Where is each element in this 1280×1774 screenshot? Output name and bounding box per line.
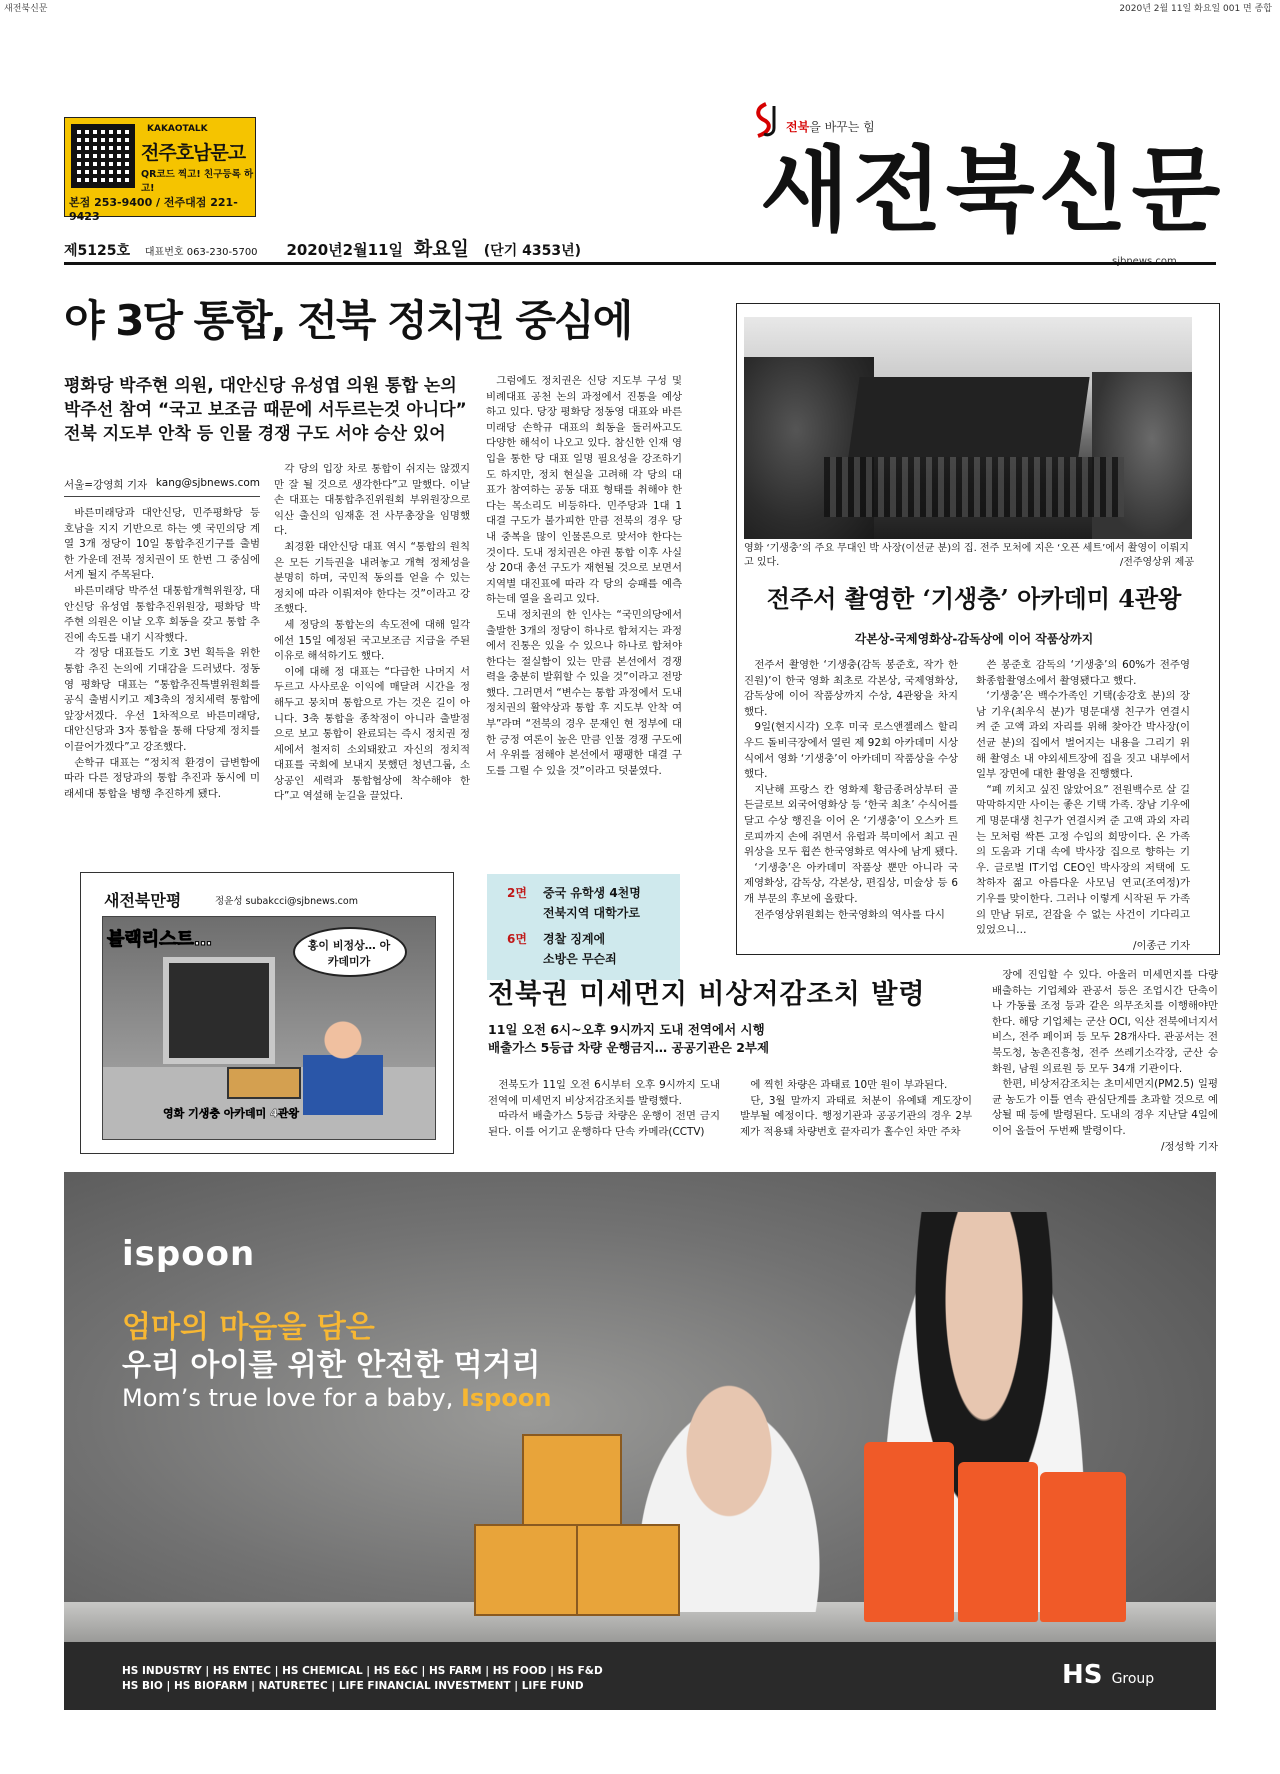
dust-column-3: 장에 진입할 수 있다. 아울러 미세먼지를 다량 배출하는 기업체와 관공서 등은 조업시간 단축이나 가동률 조정 등과 같은 의무조치를 이행해야만 한다. 해당 기업체는 군산 OCI, 익산 전북에너지서비스, 전주 페이퍼 등 모두 28개사다. 관공서는 전북도청, 농촌진흥청, 전주 쓰레기소각장, 군산 승화원, 남원 의료원 등 모두 34개 기관이다. 한편, 비상저감조치는 초미세먼지(PM2.5) 일평균 농도가 이틀 연속 관심단계를 초과할 것으로 예상될 때 등에 발령된다. 도내의 경우 지난달 4일에 이어 올들어 두번째 발령이다. /정성학 기자 xyxy=(992,968,1218,1155)
lead-email: kang@sjbnews.com xyxy=(155,477,260,489)
masthead-title[interactable]: 새전북신문 xyxy=(760,137,1225,244)
dust-reporter: /정성학 기자 xyxy=(1161,1140,1218,1153)
film-column-2: 쓴 봉준호 감독의 ‘기생충’의 60%가 전주영화종합촬영소에서 촬영됐다고 했다. ‘기생충’은 백수가족인 기택(송강호 분)의 장남 기우(최우식 분)가 명문대생 친구가 연결시켜 준 고액 과외 자리를 위해 찾아간 박사장(이선균 분)의 집에서 벌어지는 내용을 그리기 위해 촬영소 내 야외세트장에 집을 짓고 내부에서 일부 장면에 대한 촬영을 진행했다. “폐 끼치고 싶진 않았어요” 전원백수로 살 길 막막하지만 사이는 좋은 기택 가족. 장남 기우에게 명문대생 친구가 연결시켜 준 고액 과외 자리는 모처럼 싹튼 고정 수입의 희망이다. 온 가족의 도움과 기대 속에 박사장 집으로 향하는 기우. 글로벌 IT기업 CEO인 박사장의 저택에 도착하자 젊고 아름다운 사모님 연교(조여정)가 기우를 맞이한다. 그러나 이렇게 시작된 두 가족의 만남 뒤로, 걷잡을 수 없는 사건이 기다리고 있었으니… /이종근 기자 xyxy=(976,658,1190,954)
issue-line xyxy=(64,234,581,261)
dust-column-1: 전북도가 11일 오전 6시부터 오후 9시까지 도내 전역에 미세먼지 비상저감조치를 발령했다. 따라서 배출가스 5등급 차량은 운행이 전면 금지된다. 이를 어기고 운행하다 단속 카메라(CCTV) xyxy=(488,1079,720,1138)
ad-line-1: 엄마의 마음을 담은 xyxy=(122,1310,375,1345)
product-box xyxy=(474,1524,578,1616)
kakao-ad[interactable] xyxy=(64,117,256,223)
lead-column-3: 그럼에도 정치권은 신당 지도부 구성 및 비례대표 공천 논의 과정에서 진통을 예상하고 있다. 당장 평화당 정동영 대표와 바른미래당 손학규 대표의 회동을 둘러싸고도 다양한 해석이 나오고 있다. 참신한 인재 영입을 통한 당 대표 일명 필요성을 강조하기도 하지만, 정치 현실을 고려해 각 당의 대표가 참여하는 공동 대표 형태를 취해야 한다는 목소리도 비등하다. 민주당과 1대 1 대결 구도가 불가피한 만큼 전북의 경우 당내 중복을 많이 인물론으로 맞서야 한다는 것이다. 도내 정치권은 야권 통합 이후 사실상 20대 총선 구도가 재현될 것으로 보면서 지역별 대진표에 따라 각 당의 승패를 예측하는데 열을 올리고 있다. 도내 정치권의 한 인사는 “국민의당에서 출발한 3개의 정당이 하나로 합쳐지는 과정에서 진통은 있을 수 있으나 하나로 합쳐야 한다는 절실함이 있는 만큼 본선에서 경쟁력을 충분히 발휘할 수 있을 것”이라고 전망했다. 그러면서 “변수는 통합 과정에서 도내 정치권의 활약상과 통합 후 지도부 안착 여부”라며 “전북의 경우 문재인 현 정부에 대한 긍정 여론이 높은 만큼 인물 경쟁 구도에서 우위를 점해야 본선에서 팽팽한 대결 구도를 그릴 수 있을 것”이라고 덧붙였다. xyxy=(486,375,682,777)
film-headline[interactable]: 전주서 촬영한 ‘기생충’ 아카데미 4관왕 xyxy=(766,584,1182,613)
photo-credit: /전주영상위 제공 xyxy=(1119,557,1194,568)
dust-headline[interactable]: 전북권 미세먼지 비상저감조치 발령 xyxy=(488,979,926,1010)
lead-byline xyxy=(64,477,260,497)
product-pouch xyxy=(1040,1472,1126,1622)
cartoon-image[interactable] xyxy=(102,916,436,1140)
cartoon-title: 새전북만평 xyxy=(104,891,182,910)
lead-sub-1: 평화당 박주현 의원, 대안신당 유성엽 의원 통합 논의 xyxy=(64,376,457,396)
ad-brand: ispoon xyxy=(122,1234,256,1274)
lead-reporter: 서울=강영희 기자 xyxy=(64,479,148,491)
qr-code-icon xyxy=(71,124,135,188)
lead-headline[interactable]: 야 3당 통합, 전북 정치권 중심에 xyxy=(64,296,632,345)
kakao-name: 전주호남문고 xyxy=(141,142,246,164)
product-box xyxy=(522,1434,622,1526)
film-reporter: /이종근 기자 xyxy=(1133,939,1190,952)
ispoon-advertisement[interactable] xyxy=(64,1172,1216,1710)
film-set-photo[interactable] xyxy=(744,317,1192,539)
lead-column-1: 바른미래당과 대안신당, 민주평화당 등 호남을 지지 기반으로 하는 옛 국민의당 계열 3개 정당이 10일 통합추진기구를 출범한 가운데 전북 정치권이 또 한번 그 중심에 서게 될지 주목된다. 바른미래당 박주선 대통합개혁위원장, 대안신당 유성엽 통합추진위원장, 평화당 박주현 의원은 이날 오후 회동을 갖고 통합 추진에 속도를 내기 시작했다. 각 정당 대표들도 기호 3번 획득을 위한 통합 추진 논의에 기대감을 드러냈다. 정동영 평화당 대표는 “통합추진특별위원회를 공식 출범시키고 제3축의 정치세력 통합에 앞장서겠다. 우선 1차적으로 바른미래당, 대안신당과 3자 통합을 통해 다당제 정치를 이끌어가겠다”고 강조했다. 손학규 대표는 “정치적 환경이 급변함에 따라 다른 정당과의 통합 추진과 동시에 미래세대 통합을 병행 추진하게 됐다. xyxy=(64,507,260,800)
product-pouch xyxy=(958,1462,1038,1622)
ad-line-2: 우리 아이를 위한 안전한 먹거리 xyxy=(122,1348,541,1383)
cartoon-author: 정윤성 subakcci@sjbnews.com xyxy=(215,896,358,907)
product-pouch xyxy=(864,1442,954,1622)
lead-sub-2: 박주선 참여 “국고 보조금 때문에 서두르는것 아니다” xyxy=(64,400,467,420)
hs-group-logo: HS Group xyxy=(1062,1660,1155,1690)
top-meta-bar xyxy=(0,0,1280,14)
kakao-qr-text: QR코드 찍고! 친구등록 하고! xyxy=(141,169,254,194)
issue-phone: 대표번호 063-230-5700 xyxy=(144,247,258,258)
top-left-label: 새전북신문 xyxy=(4,4,48,14)
cartoon-bubble-text: 홍이 비정상… 아카데미가 xyxy=(307,939,391,968)
product-box xyxy=(576,1524,680,1616)
lead-subheads xyxy=(64,374,474,446)
ad-group-companies: HS INDUSTRY | HS ENTEC | HS CHEMICAL | HS E&C | HS FARM | HS FOOD | HS F&D HS BIO | HS BIOFARM | NATURETEC | LIFE FINANCIAL INVESTMENT | LIFE FUND xyxy=(122,1665,603,1692)
photo-caption: 영화 ‘기생충’의 주요 무대인 박 사장(이선균 분)의 집. 전주 모처에 지은 ‘오픈 세트’에서 촬영이 이뤄지고 있다. /전주영상위 제공 xyxy=(744,543,1194,568)
lead-column-2: 각 당의 입장 차로 통합이 쉬지는 않겠지만 잘 될 것으로 생각한다”고 말했다. 이날 손 대표는 대통합추진위원회 부위원장으로 익산 출신의 임재훈 전 사무총장을 임명했다. 최경환 대안신당 대표 역시 “통합의 원칙은 모든 기득권을 내려놓고 개혁 정체성을 분명히 하며, 국민적 동의를 얻을 수 있는 정치에 따라 이뤄져야 한다는 것”이라고 강조했다. 세 정당의 통합논의 속도전에 대해 일각에선 15일 예정된 국고보조금 지급을 주된 이유로 해석하기도 했다. 이에 대해 정 대표는 “다급한 나머지 서두르고 사사로운 이익에 매달려 시간을 정해두고 뭉치며 통합으로 가는 것은 길이 아니다. 3축 통합을 종착점이 아니라 출발점으로 보고 통합이 완료되는 즉시 정치권 정세에서 철저히 소외돼왔고 자신의 정치적 대표를 국회에 보내지 못했던 청년그룹, 소상공인 세력과 통합협상에 착수해야 한다”고 역설해 눈길을 끌었다. xyxy=(274,463,470,803)
header-rule xyxy=(64,262,1216,265)
kakao-label: KAKAOTALK xyxy=(147,124,208,134)
kakao-phones: 본점 253-9400 / 전주대점 221-9423 xyxy=(69,194,249,212)
dust-subheads: 11일 오전 6시~오후 9시까지 도내 전역에서 시행 배출가스 5등급 차량 운행금지… 공공기관은 2부제 xyxy=(488,1022,770,1055)
issue-dangi: (단기 4353년) xyxy=(483,243,581,259)
ad-line-3: Mom’s true love for a baby, Ispoon xyxy=(122,1384,552,1412)
cartoon-frame-text: 영화 기생충 아카데미 4관왕 xyxy=(163,1107,300,1120)
page-index-box: 2면 중국 유학생 4천명 전북지역 대학가로 6면 경찰 징계에 소방은 무슨죄 xyxy=(487,874,680,980)
issue-number: 제5125호 xyxy=(64,243,131,259)
masthead-slogan: 전북을 바꾸는 힘 xyxy=(786,120,875,134)
top-right-label: 2020년 2월 11일 화요일 001 면 종합 xyxy=(1119,4,1272,14)
issue-day: 화요일 xyxy=(413,238,469,260)
sjb-logo-icon xyxy=(752,102,782,138)
lead-sub-3: 전북 지도부 안착 등 인물 경쟁 구도 서야 승산 있어 xyxy=(64,424,446,444)
film-subhead: 각본상-국제영화상-감독상에 이어 작품상까지 xyxy=(854,632,1094,646)
film-column-1: 전주서 촬영한 ‘기생충(감독 봉준호, 작가 한진원)’이 한국 영화 최초로 각본상, 국제영화상, 감독상에 이어 작품상까지 수상, 4관왕을 차지했다. 9일(현지시각) 오후 미국 로스앤젤레스 할리우드 돌비극장에서 열린 제 92회 아카데미 시상식에서 영화 ‘기생충’이 아카데미 작품상을 수상했다. 지난해 프랑스 칸 영화제 황금종려상부터 골든글로브 외국어영화상 등 ‘한국 최초’ 수식어를 달고 수상 행진을 이어 온 ‘기생충’이 오스카 트로피까지 손에 쥐면서 유럽과 북미에서 최고 권위상을 모두 휩쓴 한국영화로 역사에 남게 됐다. ‘기생충’은 아카데미 작품상 뿐만 아니라 국제영화상, 감독상, 각본상, 편집상, 미술상 등 6개 부문의 후보에 올랐다. 전주영상위원회는 한국영화의 역사를 다시 xyxy=(744,659,958,921)
cartoon-sign-text: 블랙리스트… xyxy=(107,929,212,950)
issue-date: 2020년2월11일 xyxy=(286,241,403,259)
dust-column-2: 에 찍힌 차량은 과태료 10만 원이 부과된다. 단, 3월 말까지 과태료 처분이 유예돼 계도장이 발부될 예정이다. 행정기관과 공공기관의 경우 2부제가 적용돼 차량번호 끝자리가 홀수인 차만 주차 xyxy=(740,1079,972,1138)
